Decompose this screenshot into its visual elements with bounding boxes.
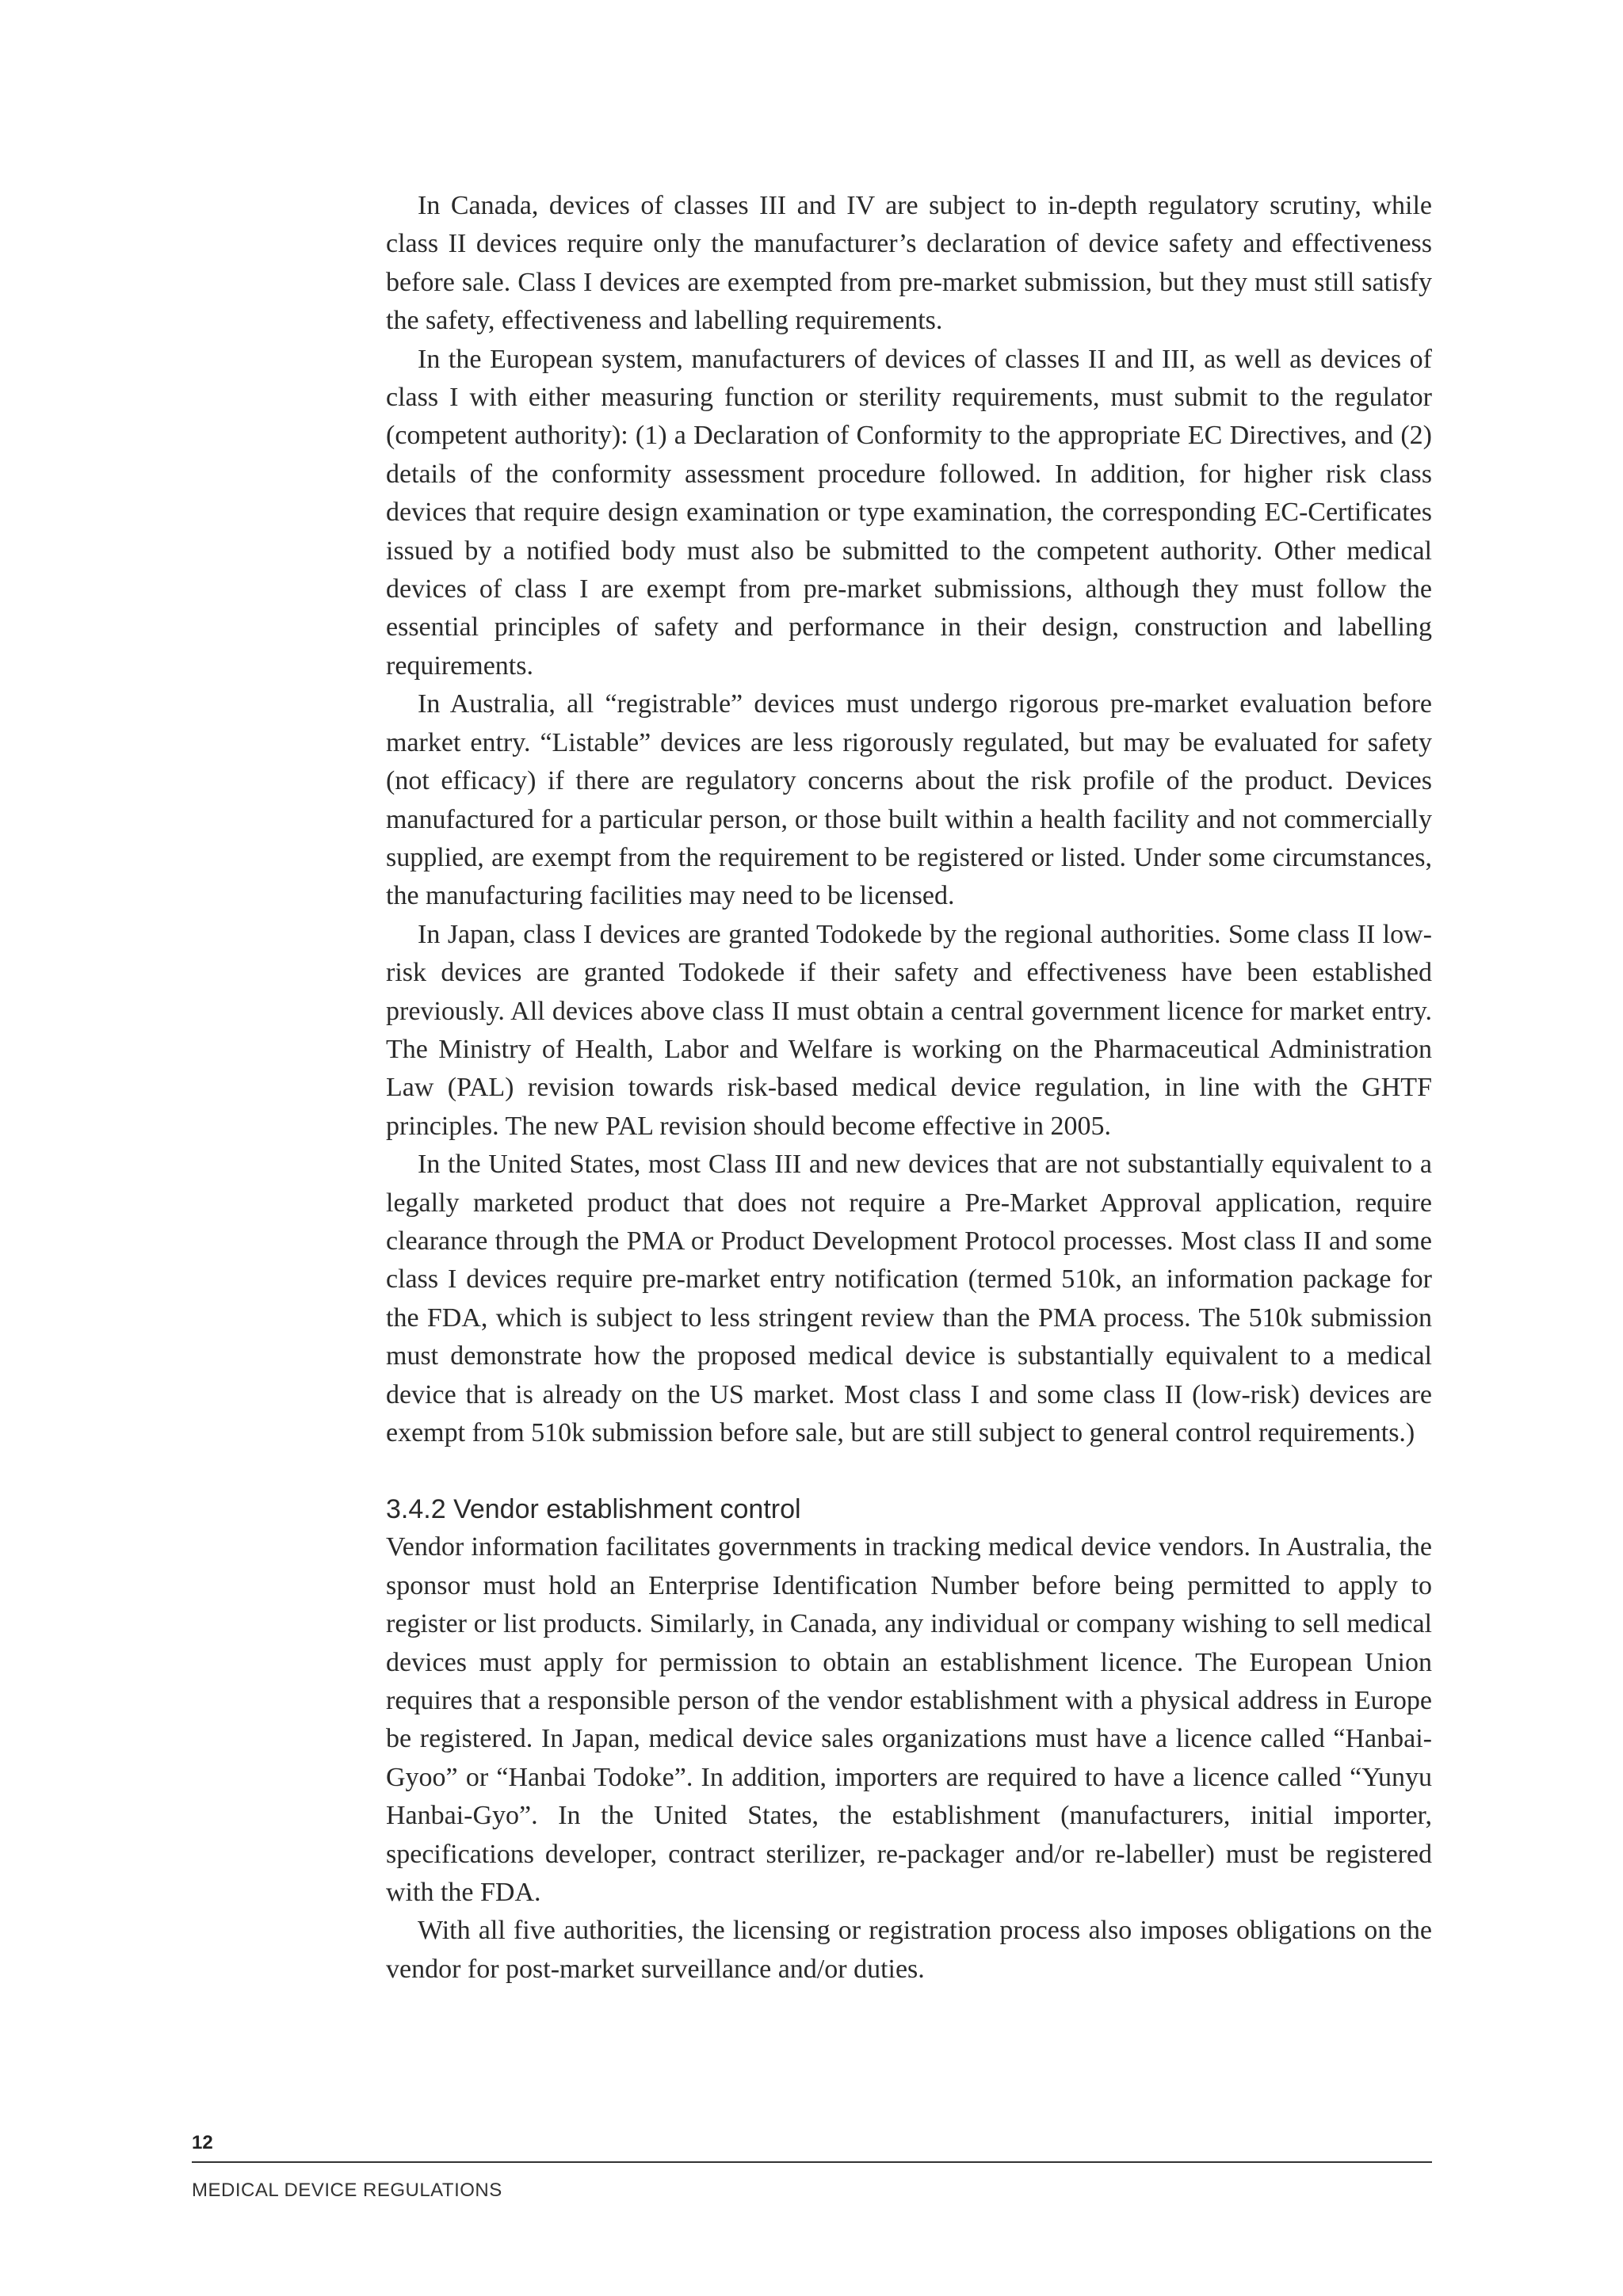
paragraph-united-states: In the United States, most Class III and new devices that are not substantially equivalent to a legally marketed product that does not require a Pre-Market Approval application, require clearance through the PMA or Product Development Protocol processes. Most class II and some class I devices require pre-market entry notification (termed 510k, an information package for the FDA, which is subject to less stringent review than the PMA process. The 510k submission must demonstrate how the proposed medical device is substantially equivalent to a medical device that is already on the US market. Most class I and some class II (low-risk) devices are exempt from 510k submission before sale, but are still subject to general control requirements.)	[386, 1150, 1432, 1447]
paragraph-canada: In Canada, devices of classes III and IV are subject to in-depth regulatory scrutiny, while class II devices require only the manufacturer’s declaration of device safety and effectiveness before sale. Class I devices are exempted from pre-market submission, but they must still satisfy the safety, effectiveness and labelling requirements.	[386, 191, 1432, 336]
paragraph-japan: In Japan, class I devices are granted Todokede by the regional authorities. Some class II low-risk devices are granted Todokede if their safety and effectiveness have been established previously. All devices above class II must obtain a central government licence for market entry. The Ministry of Health, Labor and Welfare is working on the Pharmaceutical Administration Law (PAL) revision towards risk-based medical device regulation, in line with the GHTF principles. The new PAL revision should become effective in 2005.	[386, 919, 1432, 1141]
paragraph-europe: In the European system, manufacturers of devices of classes II and III, as well as devices of class I with either measuring function or sterility requirements, must submit to the regulator (competent authority): (1) a Declaration of Conformity to the appropriate EC Directives, and (2) details of the conformity assessment procedure followed. In addition, for higher risk class devices that require design examination or type examination, the corresponding EC-Certificates issued by a notified body must also be submitted to the competent authority. Other medical devices of class I are exempt from pre-market submissions, although they must follow the essential principles of safety and performance in their design, construction and labelling requirements.	[386, 344, 1432, 681]
page-footer	[192, 2131, 1432, 2203]
footer-rule	[192, 2161, 1432, 2163]
paragraph-five-authorities: With all five authorities, the licensing or registration process also imposes obligations on the vendor for post-market surveillance and/or duties.	[386, 1916, 1432, 1984]
running-title: MEDICAL DEVICE REGULATIONS	[192, 2180, 502, 2201]
body-text	[386, 187, 1432, 1989]
paragraph-australia: In Australia, all “registrable” devices must undergo rigorous pre-market evaluation before market entry. “Listable” devices are less rigorously regulated, but may be evaluated for safety (not efficacy) if there are regulatory concerns about the risk profile of the product. Devices manufactured for a particular person, or those built within a health facility and not commercially supplied, are exempt from the requirement to be registered or listed. Under some circumstances, the manufacturing facilities may need to be licensed.	[386, 689, 1432, 911]
paragraph-vendor-information: Vendor information facilitates governments in tracking medical device vendors. In Australia, the sponsor must hold an Enterprise Identification Number before being permitted to apply to register or list products. Similarly, in Canada, any individual or company wishing to sell medical devices must apply for permission to obtain an establishment licence. The European Union requires that a responsible person of the vendor establishment with a physical address in Europe be registered. In Japan, medical device sales organizations must have a licence called “Hanbai-Gyoo” or “Hanbai Todoke”. In addition, importers are required to have a licence called “Yunyu Hanbai-Gyo”. In the United States, the establishment (manufacturers, initial importer, specifications developer, contract sterilizer, re-packager and/or re-labeller) must be registered with the FDA.	[386, 1532, 1432, 1908]
page-number: 12	[192, 2132, 213, 2153]
section-heading: 3.4.2 Vendor establishment control	[386, 1494, 801, 1525]
